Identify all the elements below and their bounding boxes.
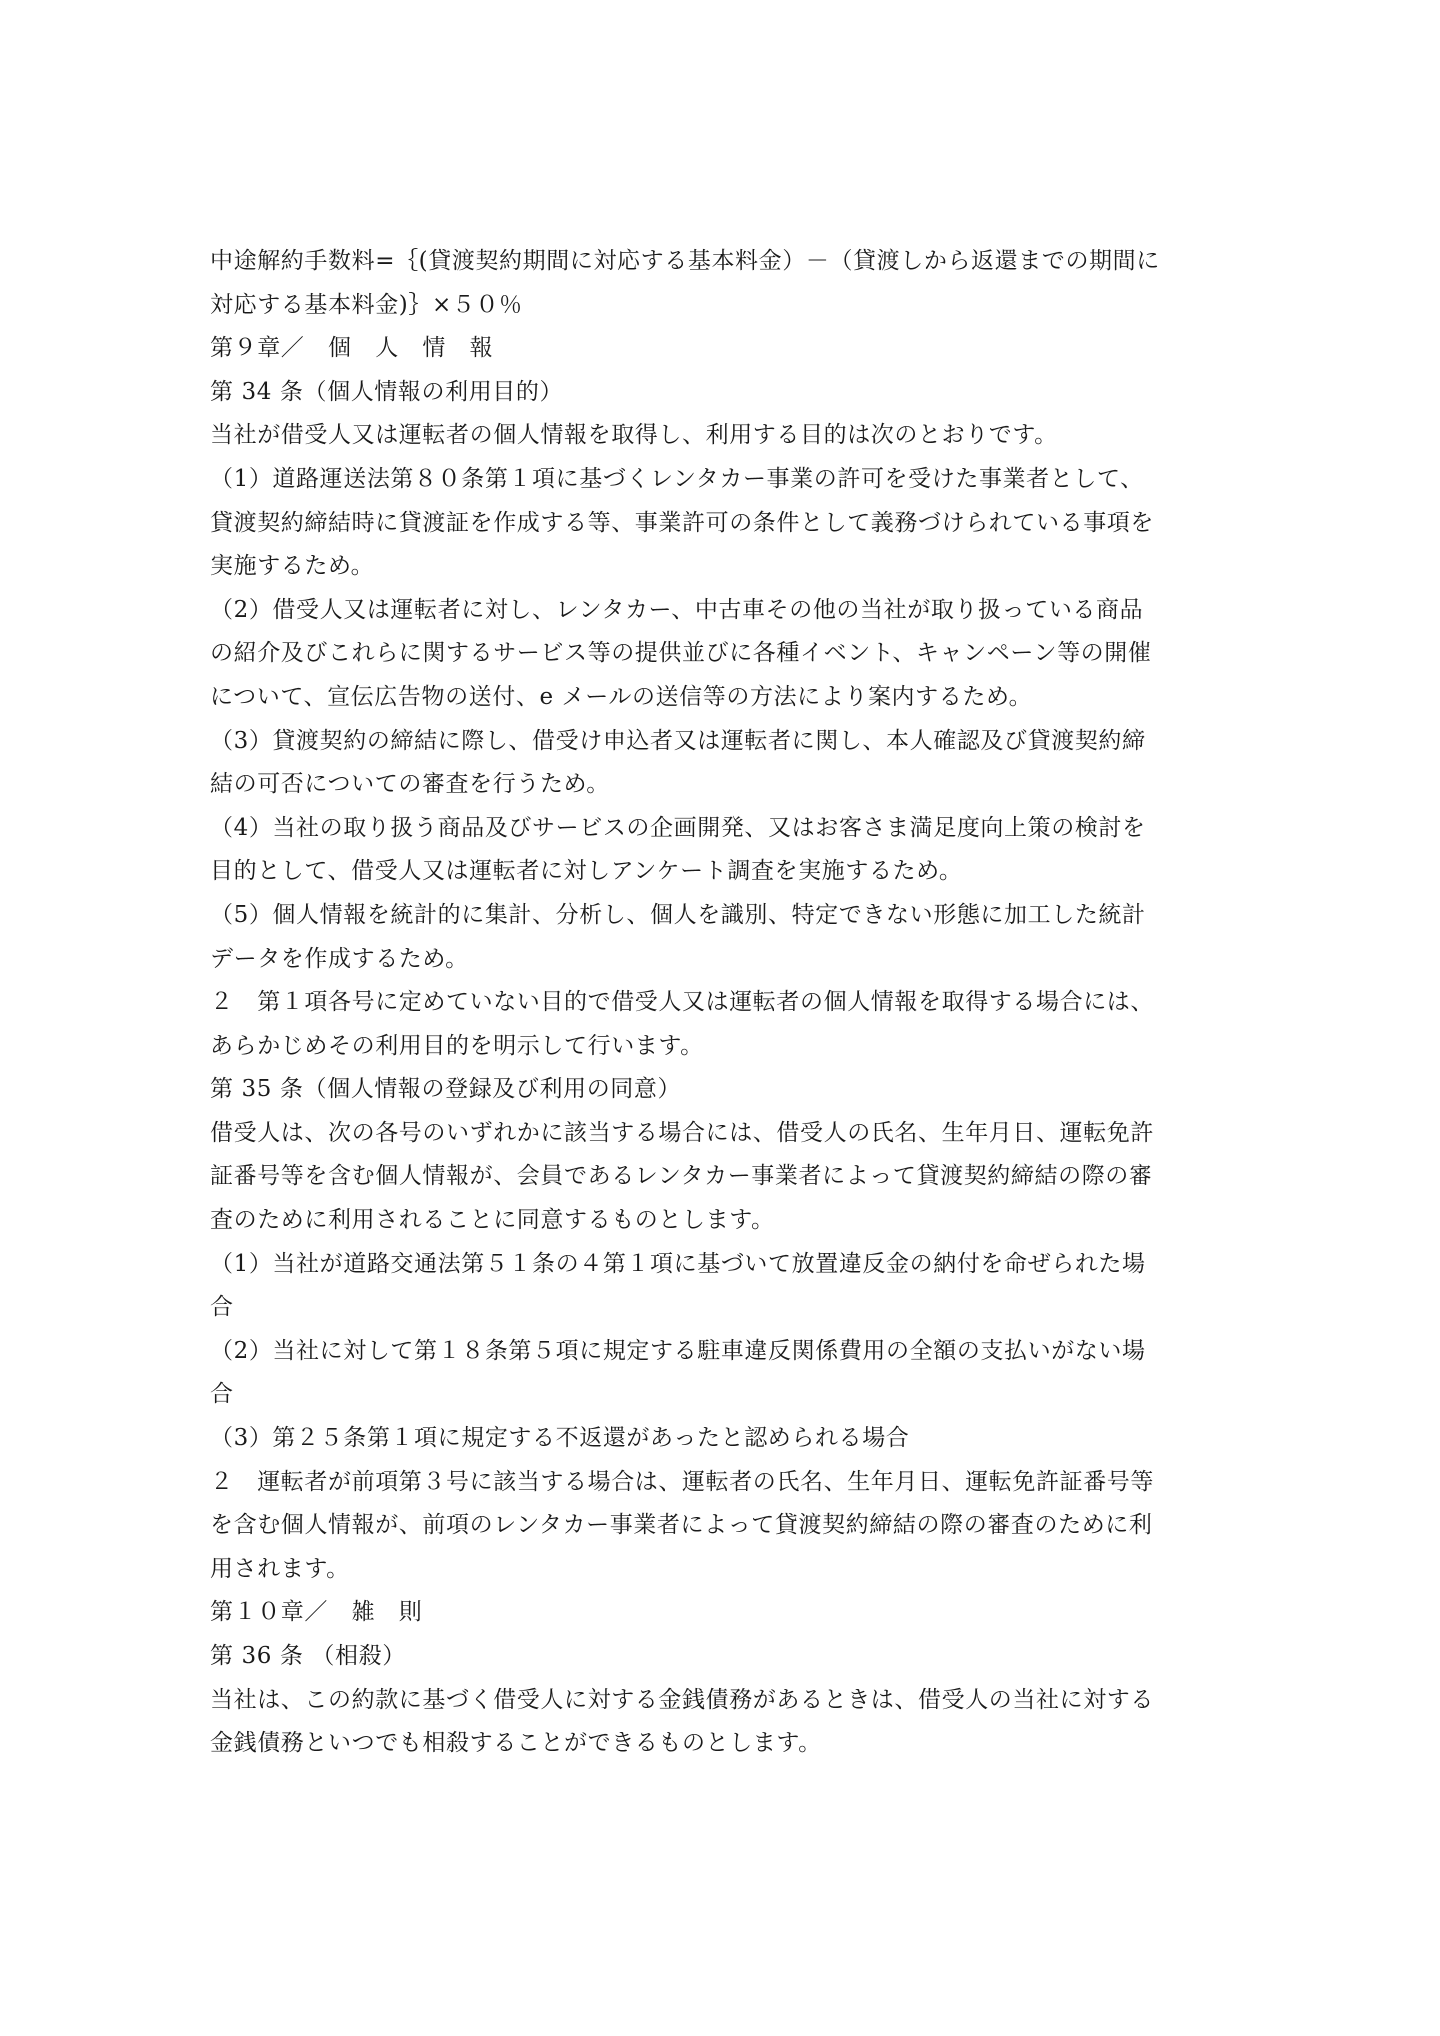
text-line: 査のために利用されることに同意するものとします。 xyxy=(210,1207,775,1234)
list-item-line: （2）借受人又は運転者に対し、レンタカー、中古車その他の当社が取り扱っている商品 xyxy=(210,596,1144,623)
text-line: 実施するため。 xyxy=(210,553,375,580)
text-line: について、宣伝広告物の送付、e メールの送信等の方法により案内するため。 xyxy=(210,683,1033,710)
list-item-line: （4）当社の取り扱う商品及びサービスの企画開発、又はお客さま満足度向上策の検討を xyxy=(210,814,1146,841)
list-item-line: （3）第２５条第１項に規定する不返還があったと認められる場合 xyxy=(210,1425,910,1452)
document-body xyxy=(210,240,1240,1766)
list-item-line: （5）個人情報を統計的に集計、分析し、個人を識別、特定できない形態に加工した統計 xyxy=(210,901,1146,928)
paragraph-line: ２ 運転者が前項第３号に該当する場合は、運転者の氏名、生年月日、運転免許証番号等 xyxy=(210,1468,1154,1495)
text-line: の紹介及びこれらに関するサービス等の提供並びに各種イベント、キャンペーン等の開催 xyxy=(210,640,1152,667)
list-item-line: （2）当社に対して第１８条第５項に規定する駐車違反関係費用の全額の支払いがない場 xyxy=(210,1337,1146,1364)
text-line: 貸渡契約締結時に貸渡証を作成する等、事業許可の条件として義務づけられている事項を xyxy=(210,509,1154,536)
text-line: 結の可否についての審査を行うため。 xyxy=(210,771,610,798)
text-line: を含む個人情報が、前項のレンタカー事業者によって貸渡契約締結の際の審査のために利 xyxy=(210,1512,1153,1539)
text-line: 目的として、借受人又は運転者に対しアンケート調査を実施するため。 xyxy=(210,858,963,885)
list-item-line: （3）貸渡契約の締結に際し、借受け申込者又は運転者に関し、本人確認及び貸渡契約締 xyxy=(210,727,1146,754)
chapter-heading-9: 第９章／ 個 人 情 報 xyxy=(210,335,494,362)
article-heading-36: 第 36 条 （相殺） xyxy=(210,1643,406,1669)
text-line: あらかじめその利用目的を明示して行います。 xyxy=(210,1032,704,1059)
text-line: 当社は、この約款に基づく借受人に対する金銭債務があるときは、借受人の当社に対する xyxy=(210,1686,1154,1713)
text-line: データを作成するため。 xyxy=(210,945,469,972)
chapter-heading-10: 第１０章／ 雑 則 xyxy=(210,1599,423,1626)
text-line: 合 xyxy=(210,1294,234,1321)
text-line: 用されます。 xyxy=(210,1555,350,1582)
text-line: 金銭債務といつでも相殺することができるものとします。 xyxy=(210,1730,822,1757)
text-line: 証番号等を含む個人情報が、会員であるレンタカー事業者によって貸渡契約締結の際の審 xyxy=(210,1163,1153,1190)
text-line-formula-2: 対応する基本料金)｝×５０％ xyxy=(210,291,523,318)
text-line: 当社が借受人又は運転者の個人情報を取得し、利用する目的は次のとおりです。 xyxy=(210,422,1058,449)
text-line: 合 xyxy=(210,1381,234,1408)
list-item-line: （1）道路運送法第８０条第１項に基づくレンタカー事業の許可を受けた事業者として、 xyxy=(210,465,1144,492)
paragraph-line: ２ 第１項各号に定めていない目的で借受人又は運転者の個人情報を取得する場合には、 xyxy=(210,989,1154,1016)
text-line-formula-1: 中途解約手数料=｛(貸渡契約期間に対応する基本料金）－（貸渡しから返還までの期間に xyxy=(210,248,1160,274)
text-line: 借受人は、次の各号のいずれかに該当する場合には、借受人の氏名、生年月日、運転免許 xyxy=(210,1119,1154,1146)
article-heading-34: 第 34 条（個人情報の利用目的） xyxy=(210,378,564,405)
article-heading-35: 第 35 条（個人情報の登録及び利用の同意） xyxy=(210,1076,682,1103)
list-item-line: （1）当社が道路交通法第５１条の４第１項に基づいて放置違反金の納付を命ぜられた場 xyxy=(210,1250,1146,1277)
